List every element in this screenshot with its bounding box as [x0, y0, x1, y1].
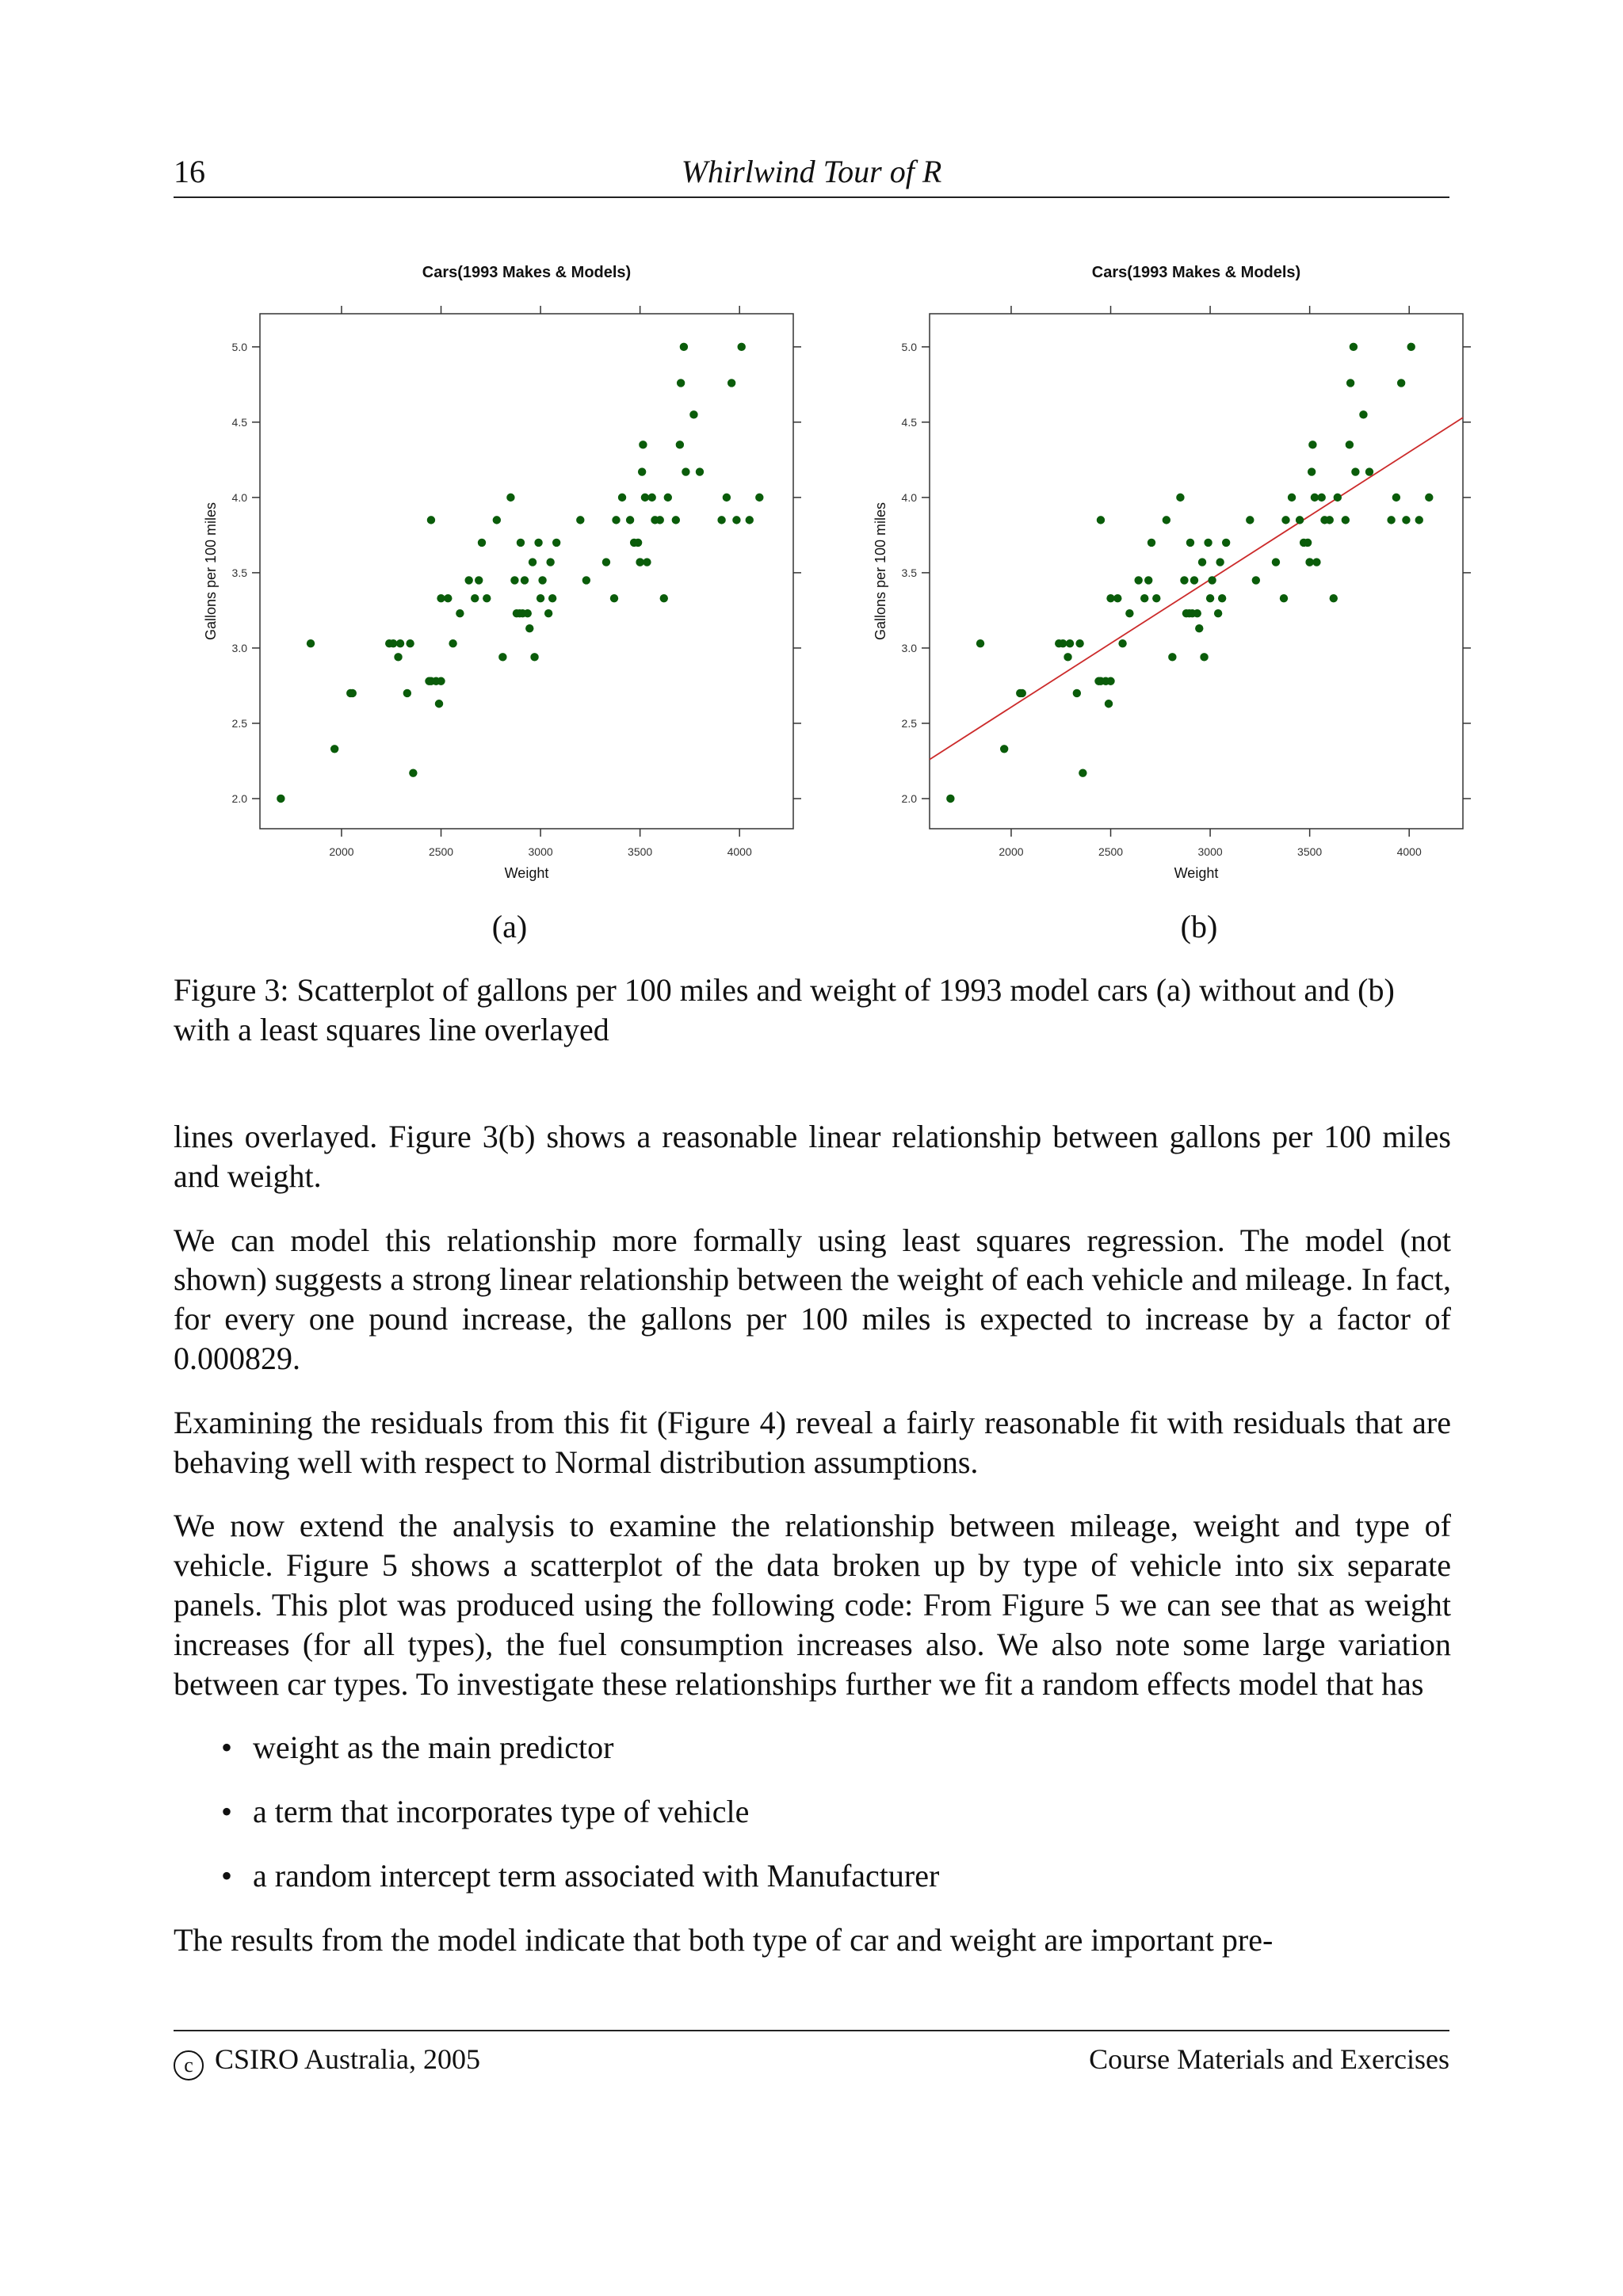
data-point — [538, 576, 546, 584]
data-point — [689, 410, 697, 418]
data-point — [1000, 745, 1008, 753]
data-point — [1168, 653, 1176, 661]
y-tick-label: 3.5 — [901, 566, 917, 579]
bullet-item — [174, 1728, 1451, 1768]
data-point — [1308, 467, 1316, 475]
data-point — [680, 343, 688, 351]
data-point — [634, 539, 642, 547]
data-point — [1186, 539, 1194, 547]
data-point — [664, 494, 672, 502]
data-point — [610, 594, 618, 602]
data-point — [672, 516, 680, 524]
subfigure-label-b: (b) — [1180, 909, 1218, 944]
data-point — [471, 594, 479, 602]
data-point — [1216, 558, 1224, 566]
data-point — [277, 795, 285, 803]
data-point — [602, 558, 610, 566]
data-point — [1397, 379, 1405, 387]
data-point — [406, 639, 414, 647]
data-point — [1280, 594, 1288, 602]
data-point — [544, 609, 552, 617]
paragraph: Examining the residuals from this fit (Figure 4) reveal a fairly reasonable fit with residuals that are behaving well with respect to Normal distribution assumptions. — [174, 1404, 1451, 1480]
bullet-icon: • — [221, 1857, 233, 1894]
x-axis-label: Weight — [1174, 865, 1219, 881]
data-point — [696, 467, 704, 475]
data-point — [521, 576, 529, 584]
paragraph: lines overlayed. Figure 3(b) shows a reasonable linear relationship between gallons per 100 miles and weight. — [174, 1119, 1451, 1194]
data-point — [1318, 494, 1326, 502]
paragraph: The results from the model indicate that both type of car and weight are important pre- — [174, 1921, 1274, 1958]
data-point — [732, 516, 740, 524]
data-point — [1208, 576, 1216, 584]
paragraph: We can model this relationship more formally using least squares regression. The model (not shown) suggests a strong linear relationship between the weight of each vehicle and mileage. In fact, for every one pound increase, the gallons per 100 miles is expected to increase by a factor of 0.000829. — [174, 1222, 1451, 1376]
y-tick-label: 2.0 — [231, 791, 247, 805]
data-point — [1346, 441, 1354, 448]
data-point — [307, 639, 315, 647]
data-point — [738, 343, 746, 351]
data-point — [530, 653, 538, 661]
y-axis-label: Gallons per 100 miles — [873, 502, 888, 641]
data-point — [1125, 609, 1133, 617]
data-point — [1350, 343, 1358, 351]
data-point — [1206, 594, 1214, 602]
least-squares-line — [930, 418, 1463, 759]
copyright-icon: c — [174, 2050, 204, 2081]
footer-left-text: CSIRO Australia, 2005 — [215, 2043, 481, 2075]
data-point — [576, 516, 584, 524]
x-tick-label: 3000 — [528, 845, 553, 858]
x-tick-label: 4000 — [1396, 845, 1422, 858]
data-point — [676, 441, 684, 448]
data-point — [1272, 558, 1280, 566]
scatterplot-b — [860, 254, 1494, 895]
data-point — [1312, 558, 1320, 566]
data-point — [1140, 594, 1148, 602]
data-point — [1365, 467, 1373, 475]
data-point — [1079, 769, 1086, 776]
x-tick-label: 2500 — [1098, 845, 1124, 858]
data-point — [1218, 594, 1226, 602]
data-point — [1144, 576, 1152, 584]
data-point — [660, 594, 668, 602]
data-point — [618, 494, 626, 502]
y-tick-label: 3.0 — [231, 641, 247, 654]
data-point — [506, 494, 514, 502]
data-point — [1075, 639, 1083, 647]
data-point — [638, 467, 646, 475]
data-point — [1097, 516, 1105, 524]
bullet-icon: • — [221, 1794, 233, 1830]
data-point — [1346, 379, 1354, 387]
data-point — [582, 576, 590, 584]
scatterplot-a — [190, 254, 824, 895]
page-number: 16 — [174, 154, 205, 189]
x-axis-label: Weight — [504, 865, 549, 881]
x-tick-label: 3500 — [1297, 845, 1323, 858]
data-point — [444, 594, 452, 602]
bullet-list — [174, 1728, 1451, 1895]
data-point — [1113, 594, 1121, 602]
bullet-text: a term that incorporates type of vehicle — [253, 1794, 750, 1830]
x-tick-label: 3500 — [628, 845, 653, 858]
data-point — [478, 539, 486, 547]
data-point — [1118, 639, 1126, 647]
data-point — [546, 558, 554, 566]
bullet-item — [174, 1856, 1451, 1896]
y-tick-label: 3.0 — [901, 641, 917, 654]
data-point — [1064, 653, 1071, 661]
y-tick-label: 4.5 — [901, 415, 917, 429]
data-point — [1334, 494, 1342, 502]
bullet-icon: • — [221, 1730, 233, 1766]
data-point — [349, 689, 357, 697]
data-point — [498, 653, 506, 661]
subfigure-label-a: (a) — [491, 909, 528, 944]
data-point — [510, 576, 518, 584]
data-point — [1402, 516, 1410, 524]
data-point — [1222, 539, 1230, 547]
plot-frame — [260, 314, 793, 829]
data-point — [1252, 576, 1260, 584]
data-point — [639, 441, 647, 448]
data-point — [1425, 494, 1433, 502]
data-point — [403, 689, 411, 697]
x-tick-label: 2500 — [428, 845, 454, 858]
data-point — [682, 467, 689, 475]
data-point — [1193, 609, 1201, 617]
data-point — [1214, 609, 1222, 617]
data-point — [394, 653, 402, 661]
data-point — [435, 700, 443, 707]
y-tick-label: 3.5 — [231, 566, 247, 579]
data-point — [677, 379, 685, 387]
y-tick-label: 4.0 — [901, 490, 917, 504]
data-point — [656, 516, 664, 524]
x-tick-label: 4000 — [727, 845, 752, 858]
footer-rule — [174, 2030, 1449, 2031]
data-point — [537, 594, 544, 602]
data-point — [1304, 539, 1312, 547]
data-point — [717, 516, 725, 524]
data-point — [1308, 441, 1316, 448]
data-point — [1359, 410, 1367, 418]
data-point — [1342, 516, 1350, 524]
data-point — [396, 639, 404, 647]
data-point — [1195, 624, 1203, 632]
data-point — [648, 494, 656, 502]
figure-caption: Figure 3: Scatterplot of gallons per 100 miles and weight of 1993 model cars (a) without and (b) with a least squares line overlayed — [174, 972, 1395, 1047]
data-point — [1018, 689, 1026, 697]
data-point — [1105, 700, 1113, 707]
data-point — [1288, 494, 1296, 502]
data-point — [1200, 653, 1208, 661]
data-point — [548, 594, 556, 602]
data-point — [427, 516, 435, 524]
data-point — [1351, 467, 1359, 475]
data-point — [493, 516, 501, 524]
x-tick-label: 3000 — [1197, 845, 1223, 858]
data-point — [464, 576, 472, 584]
data-point — [1392, 494, 1400, 502]
data-point — [449, 639, 456, 647]
footer-left — [174, 2042, 480, 2081]
running-title: Whirlwind Tour of R — [681, 154, 942, 189]
data-point — [524, 609, 532, 617]
header-rule — [174, 196, 1449, 198]
y-tick-label: 4.0 — [231, 490, 247, 504]
data-point — [727, 379, 735, 387]
data-point — [456, 609, 464, 617]
data-point — [552, 539, 560, 547]
chart-title: Cars(1993 Makes & Models) — [422, 264, 632, 281]
data-point — [1407, 343, 1415, 351]
data-point — [1176, 494, 1184, 502]
data-point — [946, 795, 954, 803]
y-axis-label: Gallons per 100 miles — [203, 502, 219, 641]
data-point — [1246, 516, 1254, 524]
data-point — [746, 516, 754, 524]
data-point — [1281, 516, 1289, 524]
data-point — [643, 558, 651, 566]
bullet-text: weight as the main predictor — [253, 1730, 614, 1766]
body-text — [174, 1117, 1451, 1985]
paragraph: We now extend the analysis to examine the relationship between mileage, weight and type of vehicle. Figure 5 shows a scatterplot of the data broken up by type of vehicle into six separate panels. This plot was produced using the following code: From Figure 5 we can see that as weight increases (for all types), the fuel consumption increases also. We also note some large variation between car types. To investigate these relationships further we fit a random effects model that has — [174, 1508, 1451, 1702]
data-point — [409, 769, 417, 776]
data-point — [723, 494, 731, 502]
data-point — [1180, 576, 1188, 584]
data-point — [1330, 594, 1338, 602]
data-point — [1190, 576, 1198, 584]
data-point — [1204, 539, 1212, 547]
data-point — [1163, 516, 1170, 524]
data-point — [1066, 639, 1074, 647]
data-point — [755, 494, 763, 502]
data-point — [1296, 516, 1304, 524]
y-tick-label: 4.5 — [231, 415, 247, 429]
chart-title: Cars(1993 Makes & Models) — [1091, 264, 1301, 281]
y-tick-label: 2.5 — [901, 716, 917, 730]
data-point — [1198, 558, 1206, 566]
plot-frame — [930, 314, 1463, 829]
data-point — [529, 558, 537, 566]
data-point — [483, 594, 491, 602]
y-tick-label: 2.5 — [231, 716, 247, 730]
data-point — [1387, 516, 1395, 524]
x-tick-label: 2000 — [999, 845, 1024, 858]
data-point — [475, 576, 483, 584]
y-tick-label: 2.0 — [901, 791, 917, 805]
data-point — [1148, 539, 1155, 547]
data-point — [1134, 576, 1142, 584]
data-point — [1415, 516, 1423, 524]
data-point — [1106, 677, 1114, 685]
bullet-item — [174, 1792, 1451, 1832]
data-point — [1152, 594, 1160, 602]
data-point — [525, 624, 533, 632]
data-point — [517, 539, 525, 547]
data-point — [534, 539, 542, 547]
data-point — [976, 639, 984, 647]
data-point — [330, 745, 338, 753]
data-point — [1326, 516, 1334, 524]
data-point — [612, 516, 620, 524]
data-point — [437, 677, 445, 685]
y-tick-label: 5.0 — [231, 340, 247, 353]
x-tick-label: 2000 — [329, 845, 354, 858]
bullet-text: a random intercept term associated with Manufacturer — [253, 1857, 940, 1894]
data-point — [626, 516, 634, 524]
data-point — [1073, 689, 1081, 697]
y-tick-label: 5.0 — [901, 340, 917, 353]
footer-right: Course Materials and Exercises — [1089, 2043, 1449, 2075]
